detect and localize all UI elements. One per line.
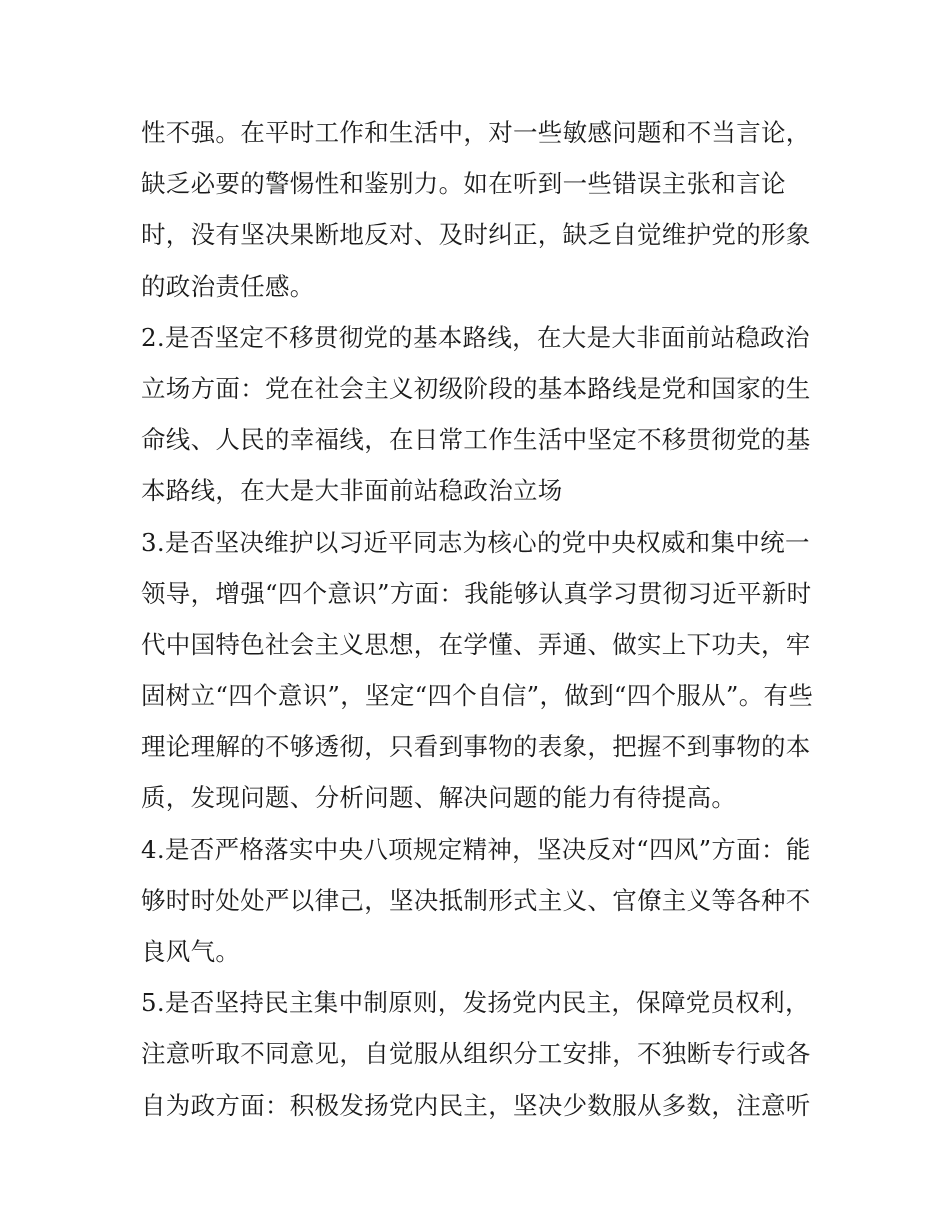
text-line-4: 的政治责任感。 xyxy=(141,271,315,301)
text-line-2: 缺乏必要的警惕性和鉴别力。如在听到一些错误主张和言论 xyxy=(141,169,786,199)
text-line-10: 领导，增强“四个意识”方面：我能够认真学习贯彻习近平新时 xyxy=(141,578,812,608)
text-line-12: 固树立“四个意识”，坚定“四个自信”，做到“四个服从”。有些 xyxy=(141,681,814,711)
text-line-17: 良风气。 xyxy=(141,937,241,966)
text-line-5: 2.是否坚定不移贯彻党的基本路线，在大是大非面前站稳政治 xyxy=(141,322,810,352)
text-line-11: 代中国特色社会主义思想，在学懂、弄通、做实上下功夫，牢 xyxy=(141,629,811,659)
text-line-18: 5.是否坚持民主集中制原则，发扬党内民主，保障党员权利， xyxy=(141,988,810,1018)
text-line-1: 性不强。在平时工作和生活中，对一些敏感问题和不当言论， xyxy=(141,118,811,147)
text-line-14: 质，发现问题、分析问题、解决问题的能力有待提高。 xyxy=(141,783,737,813)
text-line-8: 本路线，在大是大非面前站稳政治立场 xyxy=(141,476,563,506)
text-line-3: 时，没有坚决果断地反对、及时纠正，缺乏自觉维护党的形象 xyxy=(141,220,811,250)
text-line-16: 够时时处处严以律己，坚决抵制形式主义、官僚主义等各种不 xyxy=(141,885,811,915)
text-line-13: 理论理解的不够透彻，只看到事物的表象，把握不到事物的本 xyxy=(141,732,811,762)
text-line-6: 立场方面：党在社会主义初级阶段的基本路线是党和国家的生 xyxy=(141,373,811,403)
text-line-20: 自为政方面：积极发扬党内民主，坚决少数服从多数，注意听 xyxy=(141,1090,811,1120)
text-line-7: 命线、人民的幸福线，在日常工作生活中坚定不移贯彻党的基 xyxy=(141,425,811,455)
text-line-9: 3.是否坚决维护以习近平同志为核心的党中央权威和集中统一 xyxy=(141,527,810,557)
text-line-19: 注意听取不同意见，自觉服从组织分工安排，不独断专行或各 xyxy=(141,1039,811,1069)
text-line-15: 4.是否严格落实中央八项规定精神，坚决反对“四风”方面：能 xyxy=(141,834,811,864)
document-body-text xyxy=(141,107,813,1131)
